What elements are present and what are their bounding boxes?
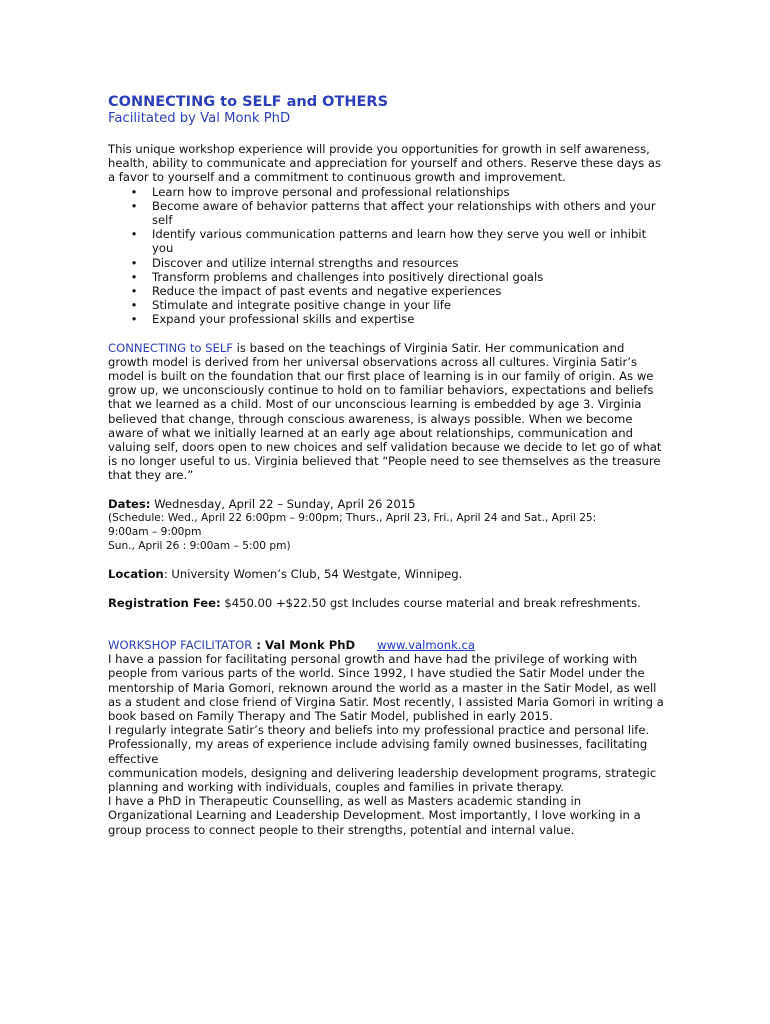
facilitator-paragraph-1: I have a passion for facilitating personal growth and have had the privilege of working with people from various parts of the world. Since 1992, I have studied the Satir Model under the mentorship of Maria Gomori, reknown around the world as a master in the Satir Model, as well as a student and close friend of Virgina Satir. Most recently, I assisted Maria Gomori in writing a book based on Family Therapy and The Satir Model, published in early 2015. bbox=[108, 652, 664, 723]
facilitator-paragraph-4: I have a PhD in Therapeutic Counselling, as well as Masters academic standing in Organizational Learning and Leadership Development. Most importantly, I love working in a group process to connect people to their strengths, potential and internal value. bbox=[108, 794, 641, 837]
list-item: • Expand your professional skills and expertise bbox=[128, 312, 666, 326]
dates-label: Dates: bbox=[108, 496, 151, 511]
fee-line bbox=[108, 596, 666, 610]
dates-line bbox=[108, 497, 666, 511]
list-item: • Identify various communication patterns and learn how they serve you well or inhibit you bbox=[128, 227, 666, 255]
facilitator-heading bbox=[108, 638, 666, 652]
list-item: • Stimulate and integrate positive change in your life bbox=[128, 298, 666, 312]
list-item: • Reduce the impact of past events and negative experiences bbox=[128, 284, 666, 298]
bullet-icon: • bbox=[130, 284, 138, 299]
location-label: Location bbox=[108, 567, 164, 582]
page-title: CONNECTING to SELF and OTHERS bbox=[108, 94, 389, 110]
list-item: • Become aware of behavior patterns that affect your relationships with others and your self bbox=[128, 199, 666, 227]
facilitator-name: : Val Monk PhD bbox=[252, 637, 356, 652]
dates-value: Wednesday, April 22 – Sunday, April 26 2015 bbox=[150, 496, 416, 511]
bullet-icon: • bbox=[130, 312, 138, 327]
bullet-icon: • bbox=[130, 255, 138, 270]
bullet-icon: • bbox=[130, 269, 138, 284]
list-item: • Discover and utilize internal strengths and resources bbox=[128, 256, 666, 270]
facilitator-label: WORKSHOP FACILITATOR bbox=[108, 637, 253, 652]
list-item: • Learn how to improve personal and professional relationships bbox=[128, 185, 666, 199]
bullet-icon: • bbox=[130, 198, 138, 213]
satir-body: is based on the teachings of Virginia Satir. Her communication and growth model is derived from her universal observations across all cultures. Virginia Satir’s model is built on the foundation that our first place of learning is in our family of origin. As we grow up, we unconsciously continue to hold on to familiar behaviors, expectations and beliefs that we learned as a child. Most of our unconscious learning is embedded by age 3. Virginia believed that change, through conscious awareness, is always possible. When we become aware of what we initially learned at an early age about relationships, communication and valuing self, doors open to new choices and self validation because we decide to let go of what is no longer useful to us. Virginia believed that “People need to see themselves as the treasure that they are.” bbox=[108, 340, 662, 483]
facilitator-paragraph-3: communication models, designing and delivering leadership development programs, strategic planning and working with individuals, couples and families in private therapy. bbox=[108, 765, 657, 794]
bullet-icon: • bbox=[130, 184, 138, 199]
fee-label: Registration Fee: bbox=[108, 595, 221, 610]
bullet-icon: • bbox=[130, 227, 138, 242]
list-item: • Transform problems and challenges into positively directional goals bbox=[128, 270, 666, 284]
facilitator-website-link[interactable]: www.valmonk.ca bbox=[377, 637, 475, 652]
intro-paragraph: This unique workshop experience will provide you opportunities for growth in self awareness, health, ability to communicate and appreciation for yourself and others. Reserve these days as a favor to yourself and a commitment to continuous growth and improvement. bbox=[108, 142, 662, 185]
bullet-icon: • bbox=[130, 298, 138, 313]
location-line bbox=[108, 567, 666, 581]
satir-paragraph bbox=[108, 341, 666, 483]
satir-lead: CONNECTING to SELF bbox=[108, 340, 233, 355]
schedule-line-1: (Schedule: Wed., April 22 6:00pm – 9:00pm; Thurs., April 23, Fri., April 24 and Sat., April 25: bbox=[108, 511, 597, 524]
schedule-line-3: Sun., April 26 : 9:00am – 5:00 pm) bbox=[108, 540, 291, 553]
location-value: : University Women’s Club, 54 Westgate, Winnipeg. bbox=[163, 567, 463, 582]
page-subtitle: Facilitated by Val Monk PhD bbox=[108, 111, 291, 126]
schedule-line-2: 9:00am – 9:00pm bbox=[108, 526, 202, 539]
benefits-list bbox=[108, 185, 666, 327]
facilitator-paragraph-2: I regularly integrate Satir’s theory and beliefs into my professional practice and personal life. Professionally, my areas of experience include advising family owned businesses, facilitating effective bbox=[108, 723, 650, 766]
document-page bbox=[108, 94, 666, 837]
fee-value: $450.00 +$22.50 gst Includes course material and break refreshments. bbox=[220, 595, 641, 610]
